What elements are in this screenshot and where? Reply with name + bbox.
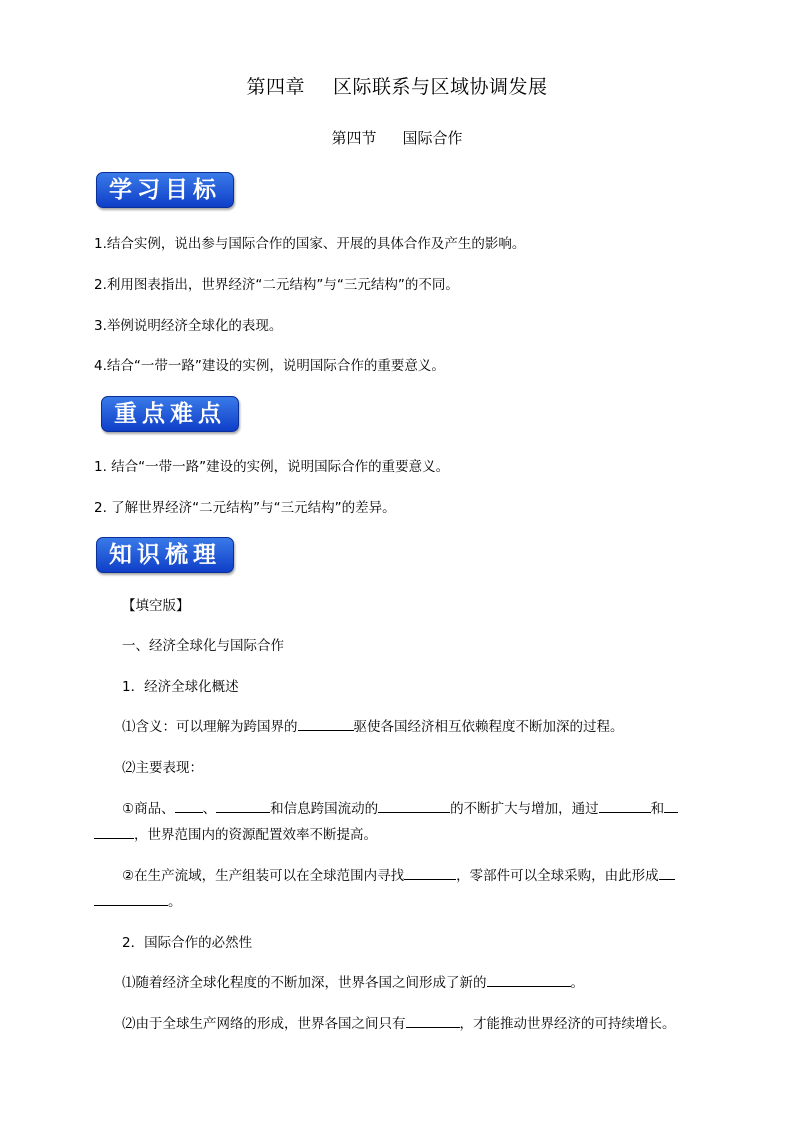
learning-goals-banner: 学习目标 [96, 172, 234, 208]
performance-line-1: ①商品、 、 和信息跨国流动的 的不断扩大与增加，通过 和 [122, 797, 678, 817]
performance-line-2-cont: 。 [94, 890, 182, 910]
blank-field [94, 824, 134, 839]
blank-field [216, 798, 270, 813]
blank-field [175, 798, 203, 813]
blank-field [599, 798, 651, 813]
chapter-number: 第四章 [246, 76, 305, 98]
blank-field [487, 972, 571, 987]
part-heading: 一、经济全球化与国际合作 [122, 638, 284, 654]
blank-field [404, 865, 456, 880]
definition-line: ⑴含义：可以理解为跨国界的 驱使各国经济相互依赖程度不断加深的过程。 [122, 715, 624, 735]
main-performance-label: ⑵主要表现： [122, 760, 203, 776]
chapter-title [0, 72, 794, 99]
blank-field [298, 716, 354, 731]
necessity-line-1: ⑴随着经济全球化程度的不断加深，世界各国之间形成了新的 。 [122, 971, 584, 991]
blank-field [378, 798, 450, 813]
goal-item: 3.举例说明经济全球化的表现。 [94, 318, 283, 334]
blank-field [94, 891, 168, 906]
section-name: 国际合作 [402, 129, 463, 147]
key-points-banner: 重点难点 [101, 396, 239, 432]
key-point-item: 2. 了解世界经济“二元结构”与“三元结构”的差异。 [94, 500, 396, 516]
goal-item: 2.利用图表指出，世界经济“二元结构”与“三元结构”的不同。 [94, 277, 459, 293]
section-number: 第四节 [331, 129, 377, 147]
performance-line-1-cont: ，世界范围内的资源配置效率不断提高。 [94, 823, 377, 843]
chapter-name: 区际联系与区域协调发展 [333, 76, 548, 98]
subheading-globalization: 1．经济全球化概述 [122, 679, 239, 695]
key-point-item: 1. 结合“一带一路”建设的实例，说明国际合作的重要意义。 [94, 459, 450, 475]
blank-field [664, 798, 678, 813]
fill-blank-version-label: 【填空版】 [122, 598, 190, 614]
subheading-necessity: 2．国际合作的必然性 [122, 935, 253, 951]
knowledge-review-banner: 知识梳理 [96, 537, 234, 573]
blank-field [659, 865, 675, 880]
section-title [0, 127, 794, 148]
goal-item: 4.结合“一带一路”建设的实例，说明国际合作的重要意义。 [94, 358, 445, 374]
blank-field [406, 1013, 460, 1028]
necessity-line-2: ⑵由于全球生产网络的形成，世界各国之间只有 ，才能推动世界经济的可持续增长。 [122, 1012, 676, 1032]
performance-line-2: ②在生产流域，生产组装可以在全球范围内寻找 ，零部件可以全球采购，由此形成 [122, 864, 675, 884]
goal-item: 1.结合实例，说出参与国际合作的国家、开展的具体合作及产生的影响。 [94, 236, 526, 252]
